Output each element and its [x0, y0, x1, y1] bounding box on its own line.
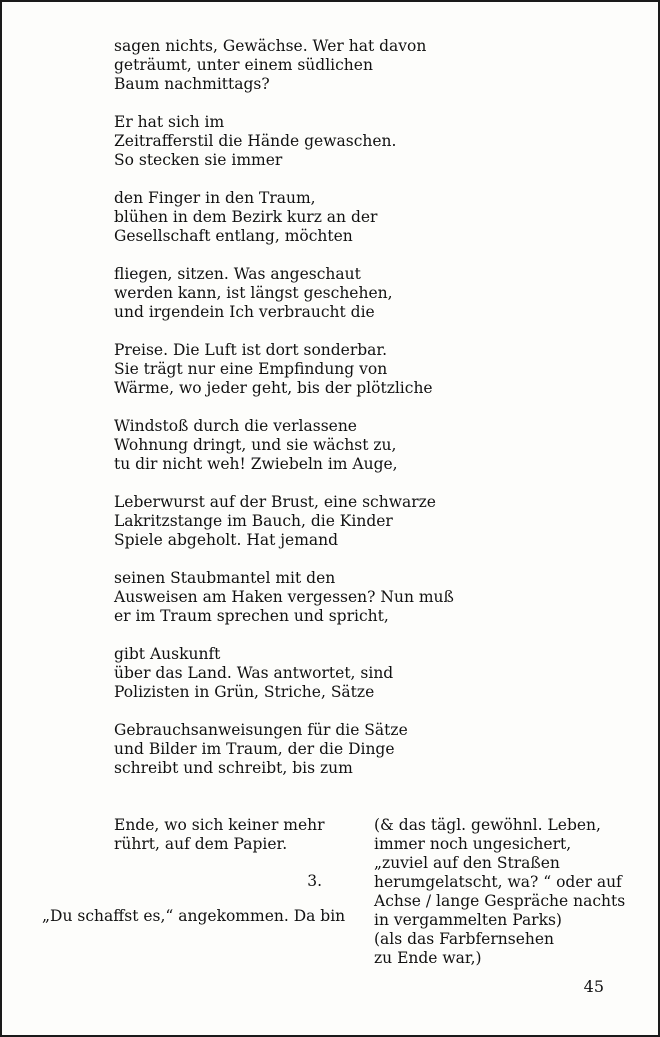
poem-line: Gebrauchsanweisungen für die Sätze	[114, 721, 408, 739]
stanza-10	[114, 721, 554, 778]
poem-line: Er hat sich im	[114, 113, 225, 131]
poem-stanzas	[114, 37, 554, 797]
marginal-line: (als das Farbfernsehen	[374, 930, 555, 948]
poem-line: sagen nichts, Gewächse. Wer hat davon	[114, 37, 427, 55]
poem-line: Baum nachmittags?	[114, 75, 270, 93]
poem-line: Preise. Die Luft ist dort sonderbar.	[114, 341, 388, 359]
poem-line: und Bilder im Traum, der die Dinge	[114, 740, 395, 758]
section-opening-line: „Du schaffst es,“ angekommen. Da bin	[42, 907, 346, 925]
marginal-line: (& das tägl. gewöhnl. Leben,	[374, 816, 601, 834]
stanza-2	[114, 113, 554, 170]
poem-line: tu dir nicht weh! Zwiebeln im Auge,	[114, 455, 398, 473]
poem-line: werden kann, ist längst geschehen,	[114, 284, 393, 302]
marginal-line: immer noch ungesichert,	[374, 835, 572, 853]
stanza-4	[114, 265, 554, 322]
stanza-8	[114, 569, 554, 626]
stanza-5	[114, 341, 554, 398]
poem-line: Zeitrafferstil die Hände gewaschen.	[114, 132, 397, 150]
section-number: 3.	[307, 872, 322, 890]
stanza-7	[114, 493, 554, 550]
marginal-column	[374, 816, 644, 968]
poem-line: Ende, wo sich keiner mehr	[114, 816, 325, 834]
poem-line: Gesellschaft entlang, möchten	[114, 227, 353, 245]
poem-line: blühen in dem Bezirk kurz an der	[114, 208, 378, 226]
poem-line: er im Traum sprechen und spricht,	[114, 607, 389, 625]
poem-line: schreibt und schreibt, bis zum	[114, 759, 353, 777]
stanza-9	[114, 645, 554, 702]
poem-line: Spiele abgeholt. Hat jemand	[114, 531, 339, 549]
poem-line: Wohnung dringt, und sie wächst zu,	[114, 436, 397, 454]
marginal-line: zu Ende war,)	[374, 949, 482, 967]
marginal-line: herumgelatscht, wa? “ oder auf	[374, 873, 622, 891]
poem-line: Windstoß durch die verlassene	[114, 417, 357, 435]
poem-line: So stecken sie immer	[114, 151, 283, 169]
marginal-line: in vergammelten Parks)	[374, 911, 562, 929]
poem-line: Leberwurst auf der Brust, eine schwarze	[114, 493, 436, 511]
final-stanza	[114, 816, 364, 854]
poem-line: den Finger in den Traum,	[114, 189, 316, 207]
poem-line: seinen Staubmantel mit den	[114, 569, 336, 587]
poem-line: Polizisten in Grün, Striche, Sätze	[114, 683, 375, 701]
poem-line: geträumt, unter einem südlichen	[114, 56, 373, 74]
poem-line: Lakritzstange im Bauch, die Kinder	[114, 512, 393, 530]
poem-line: Wärme, wo jeder geht, bis der plötzliche	[114, 379, 433, 397]
poem-line: über das Land. Was antwortet, sind	[114, 664, 394, 682]
page-number: 45	[583, 977, 604, 996]
marginal-line: „zuviel auf den Straßen	[374, 854, 560, 872]
stanza-6	[114, 417, 554, 474]
marginal-line: Achse / lange Gespräche nachts	[374, 892, 626, 910]
stanza-3	[114, 189, 554, 246]
poem-line: gibt Auskunft	[114, 645, 221, 663]
stanza-1	[114, 37, 554, 94]
poem-line: und irgendein Ich verbraucht die	[114, 303, 375, 321]
poem-line: rührt, auf dem Papier.	[114, 835, 288, 853]
poem-line: Sie trägt nur eine Empfindung von	[114, 360, 388, 378]
poem-line: Ausweisen am Haken vergessen? Nun muß	[114, 588, 454, 606]
poem-line: fliegen, sitzen. Was angeschaut	[114, 265, 361, 283]
